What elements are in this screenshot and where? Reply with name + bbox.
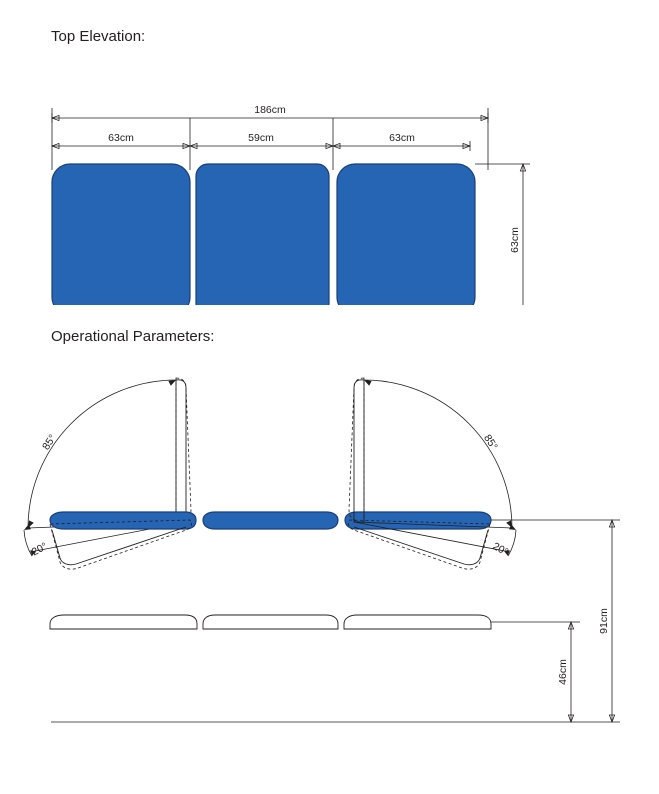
- backrest-raised-left: [176, 378, 191, 522]
- profile-panel-left: [50, 615, 197, 629]
- operational-parameters-drawing: [0, 352, 659, 782]
- segment-left-label: 63cm: [108, 132, 134, 144]
- cushion-panel-center: [196, 164, 329, 305]
- profile-panel-center: [203, 615, 338, 629]
- cushion-panel-right: [337, 164, 475, 305]
- min-height-label: 46cm: [557, 659, 569, 685]
- segment-right-label: 63cm: [389, 132, 415, 144]
- backrest-angle-right-label: 85°: [481, 432, 500, 453]
- depth-label: 63cm: [509, 227, 521, 253]
- overall-width-label: 186cm: [254, 104, 286, 116]
- cushion-side-center: [203, 512, 338, 529]
- backrest-arc-left: [28, 380, 176, 528]
- cushion-panel-left: [52, 164, 190, 305]
- segment-center-label: 59cm: [248, 132, 274, 144]
- top-elevation-title: Top Elevation:: [51, 28, 146, 45]
- backrest-raised-right: [349, 378, 364, 522]
- backrest-angle-left-label: 85°: [40, 432, 59, 453]
- operational-parameters-title: Operational Parameters:: [51, 328, 215, 345]
- profile-panel-right: [344, 615, 491, 629]
- backrest-arc-right: [364, 380, 512, 528]
- legrest-angle-right-label: 20°: [490, 540, 511, 559]
- max-height-label: 91cm: [598, 608, 610, 634]
- legrest-angle-left-label: 20°: [29, 540, 50, 559]
- top-elevation-drawing: [0, 45, 659, 305]
